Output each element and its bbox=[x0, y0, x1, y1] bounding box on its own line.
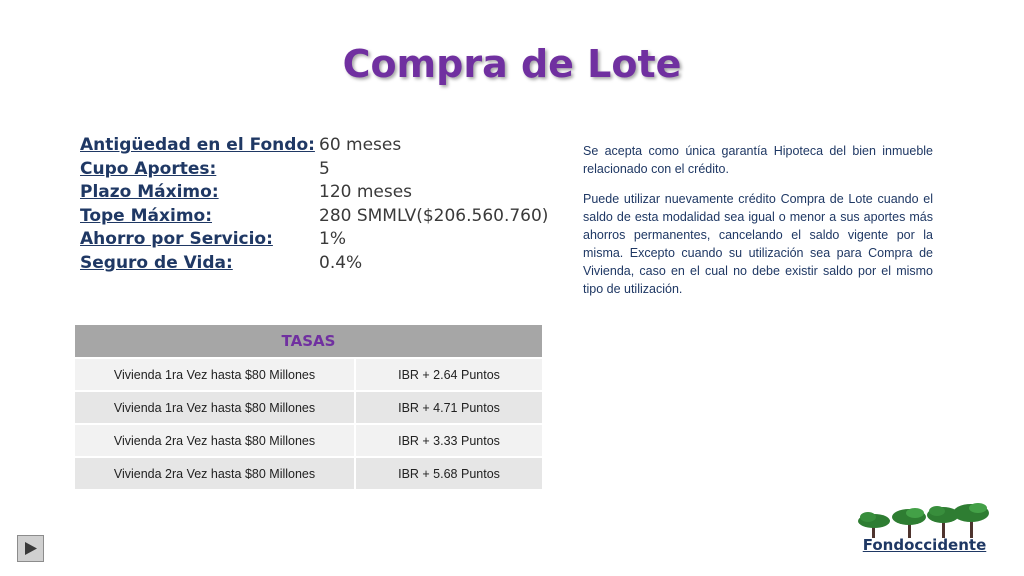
spec-label: Tope Máximo: bbox=[80, 205, 213, 226]
spec-value: 60 meses bbox=[319, 135, 402, 155]
rate-value: IBR + 4.71 Puntos bbox=[356, 392, 542, 425]
spec-label: Seguro de Vida: bbox=[80, 252, 233, 273]
spec-label: Antigüedad en el Fondo: bbox=[80, 135, 315, 155]
rates-table bbox=[75, 325, 542, 491]
play-icon bbox=[23, 541, 38, 556]
conditions-notes bbox=[583, 142, 933, 310]
spec-label: Plazo Máximo: bbox=[80, 182, 219, 202]
spec-row-antiguedad bbox=[80, 134, 548, 158]
logo-text: Fondoccidente bbox=[862, 536, 987, 554]
rate-value: IBR + 3.33 Puntos bbox=[356, 425, 542, 458]
spec-label: Cupo Aportes: bbox=[80, 158, 217, 179]
table-row bbox=[75, 458, 542, 491]
play-button[interactable] bbox=[17, 535, 44, 562]
note-reuse: Puede utilizar nuevamente crédito Compra de Lote cuando el saldo de esta modalidad sea igual o menor a sus aportes más ahorros permanentes, cancelando el saldo vigente por la misma. Excepto cuando su utilización sea para Compra de Vivienda, caso en el cual no debe existir saldo por el mismo tipo de utilización. bbox=[583, 192, 933, 296]
trees-icon bbox=[852, 502, 997, 540]
spec-row-seguro-vida bbox=[80, 252, 548, 276]
rates-header: TASAS bbox=[75, 325, 542, 359]
spec-value: 5 bbox=[319, 158, 330, 179]
table-row bbox=[75, 392, 542, 425]
spec-value: 280 SMMLV($206.560.760) bbox=[319, 205, 549, 226]
company-logo bbox=[852, 502, 997, 562]
table-row bbox=[75, 359, 542, 392]
table-row bbox=[75, 425, 542, 458]
note-guarantee: Se acepta como única garantía Hipoteca del bien inmueble relacionado con el crédito. bbox=[583, 144, 933, 176]
spec-label: Ahorro por Servicio: bbox=[80, 229, 273, 249]
rate-concept: Vivienda 1ra Vez hasta $80 Millones bbox=[75, 392, 356, 425]
spec-row-plazo-maximo bbox=[80, 181, 548, 205]
rate-concept: Vivienda 1ra Vez hasta $80 Millones bbox=[75, 359, 356, 392]
rate-concept: Vivienda 2ra Vez hasta $80 Millones bbox=[75, 458, 356, 491]
spec-row-ahorro-servicio bbox=[80, 228, 548, 252]
rate-value: IBR + 2.64 Puntos bbox=[356, 359, 542, 392]
spec-row-cupo-aportes bbox=[80, 158, 548, 182]
page-title: Compra de Lote bbox=[342, 42, 682, 86]
rates-header-row bbox=[75, 325, 542, 359]
rate-concept: Vivienda 2ra Vez hasta $80 Millones bbox=[75, 425, 356, 458]
spec-value: 0.4% bbox=[319, 252, 363, 273]
rate-value: IBR + 5.68 Puntos bbox=[356, 458, 542, 491]
spec-value: 120 meses bbox=[319, 182, 413, 202]
spec-value: 1% bbox=[319, 229, 346, 249]
spec-row-tope-maximo bbox=[80, 205, 548, 229]
credit-specs bbox=[80, 134, 548, 275]
